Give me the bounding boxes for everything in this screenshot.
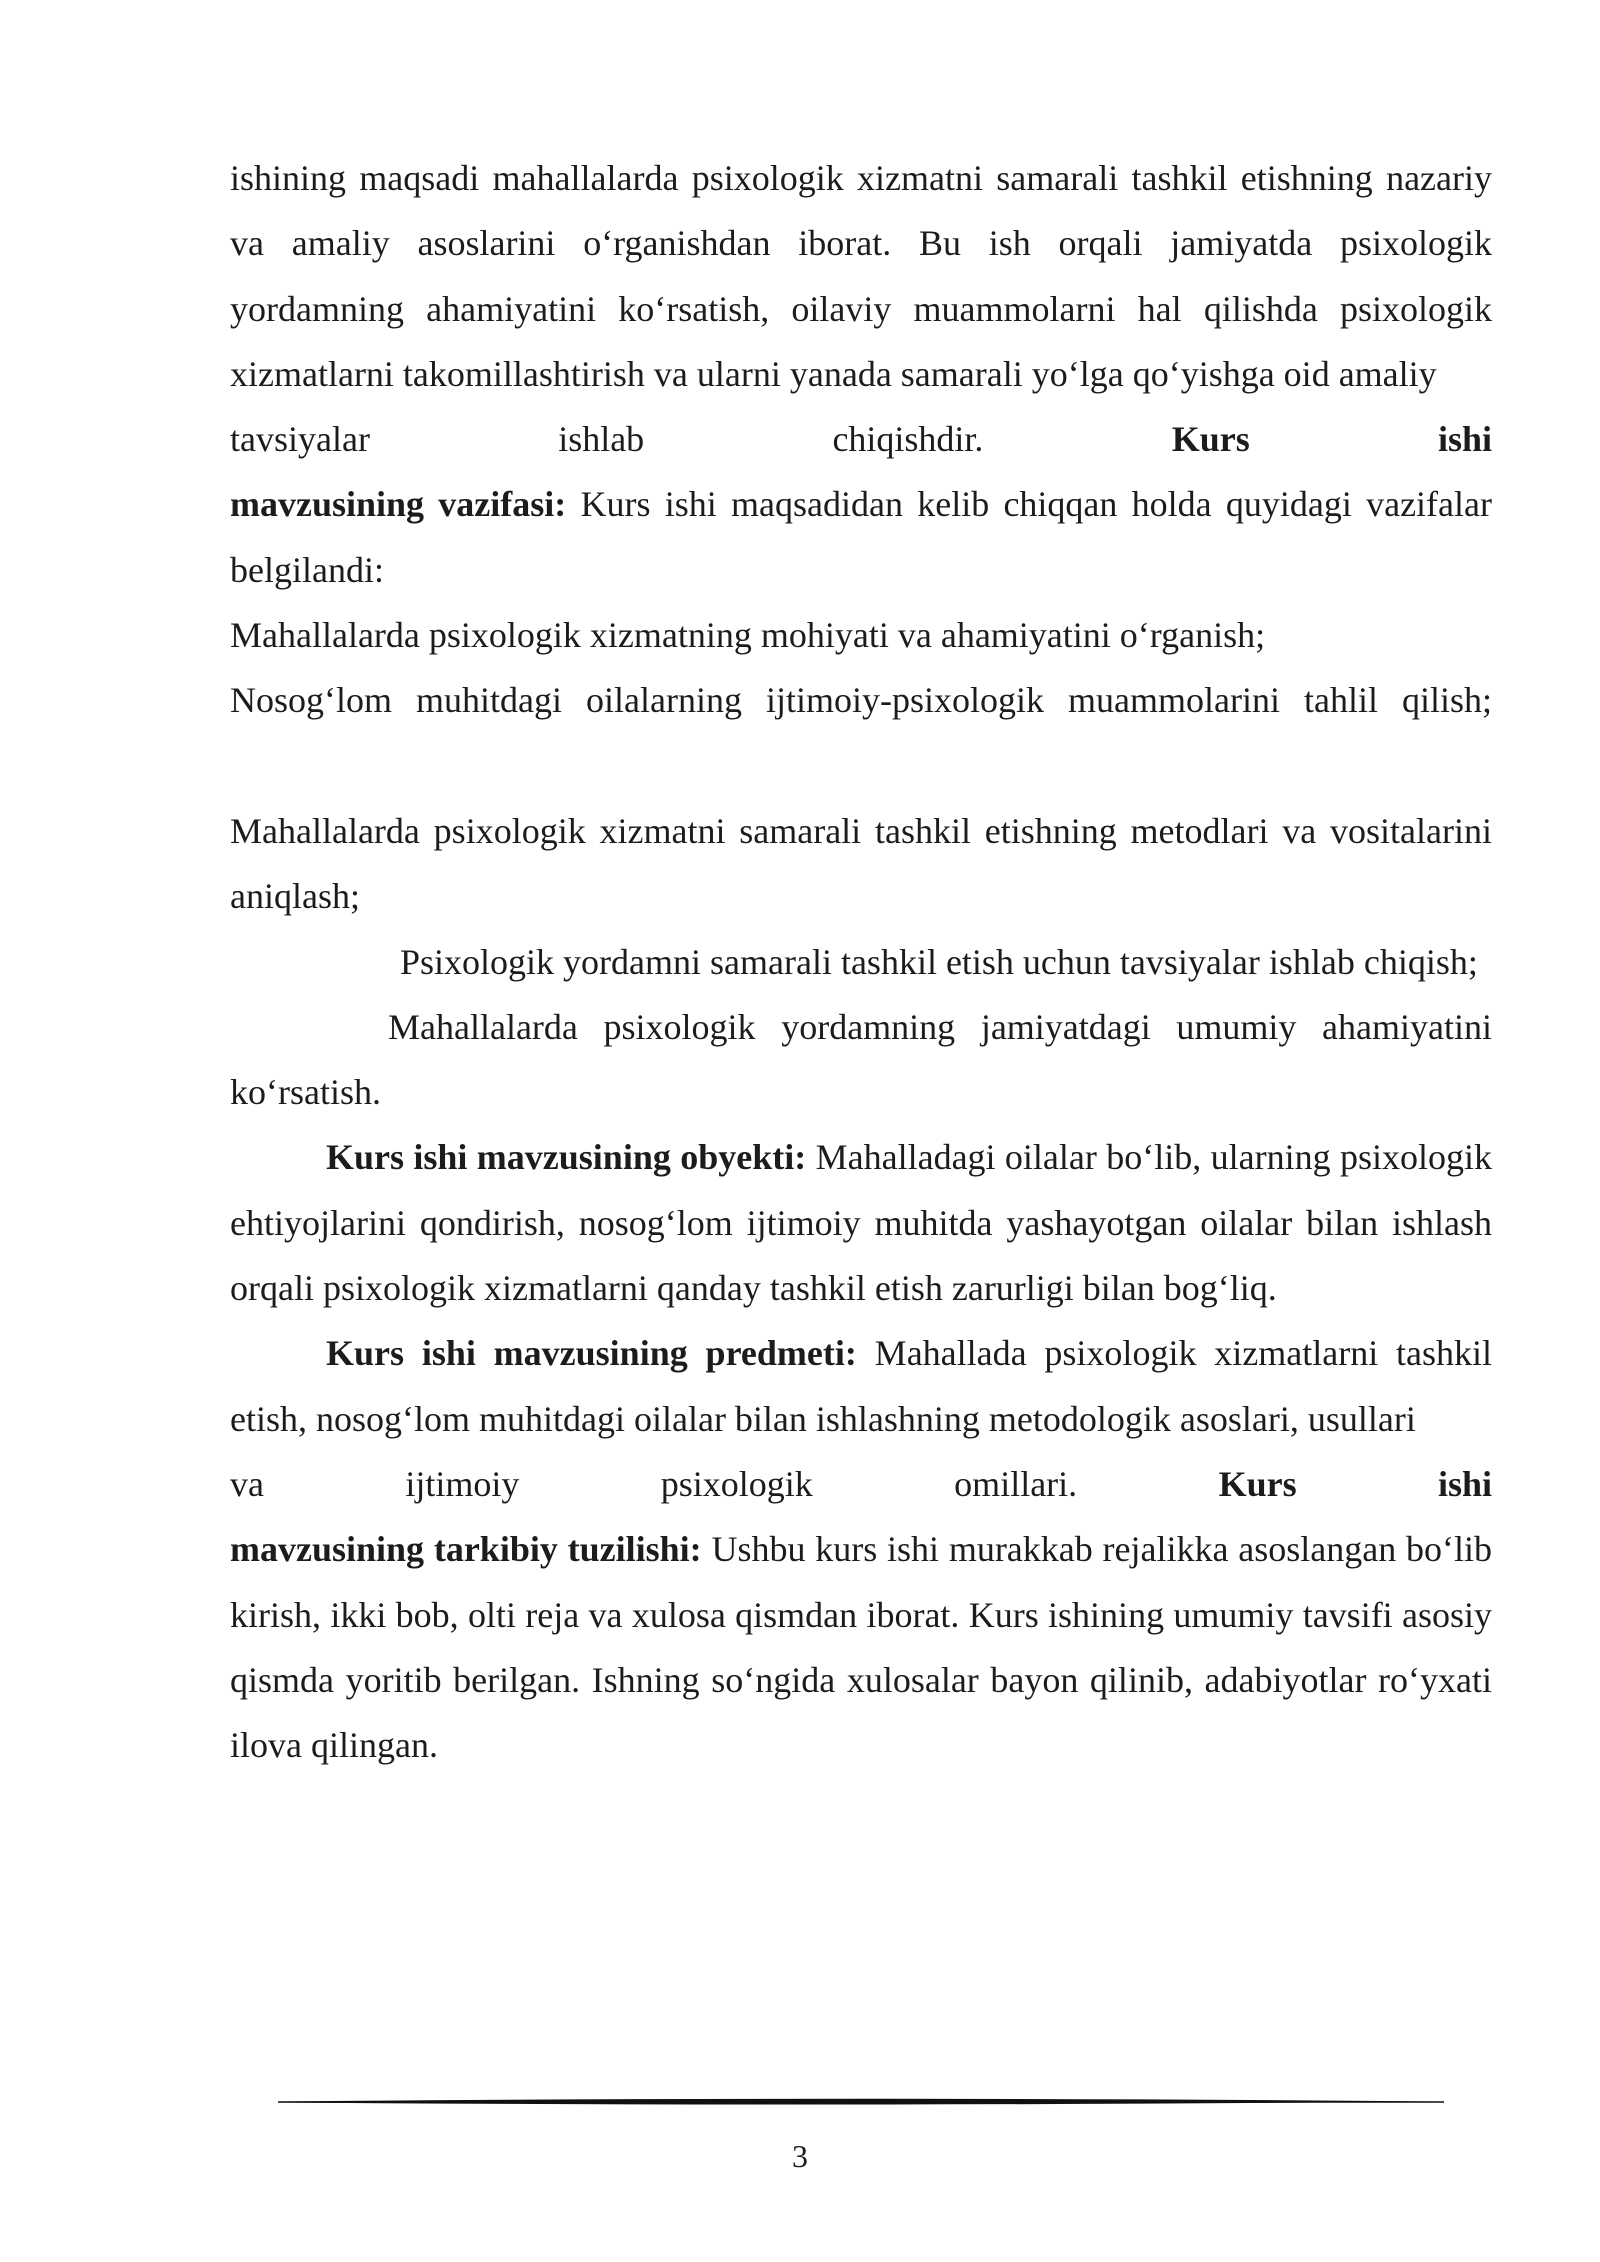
subject-heading: Kurs ishi mavzusining predmeti: [326, 1333, 857, 1374]
task-item-5 [230, 995, 1492, 1126]
page-number: 3 [792, 2138, 808, 2174]
blank-line [230, 734, 1492, 799]
structure-heading: mavzusining tarkibiy tuzilishi: [230, 1529, 702, 1570]
paragraph-goal [230, 146, 1492, 407]
paragraph-goal-last-line [230, 407, 1492, 472]
task-3-text: Mahallalarda psixologik xizmatni samarali tashkil etishning metodlari va vositalarini aniqlash; [230, 810, 1492, 917]
paragraph-object [230, 1125, 1492, 1321]
tasks-heading: mavzusining vazifasi: [230, 484, 567, 525]
task-1-text: Mahallalarda psixologik xizmatning mohiyati va ahamiyatini o‘rganish; [230, 615, 1266, 656]
structure-heading-start: Kurs ishi [1218, 1463, 1493, 1504]
tasks-intro-text: Kurs ishi maqsadidan kelib chiqqan holda quyidagi vazifalar belgilandi: [230, 484, 1492, 590]
task-4-text: Psixologik yordamni samarali tashkil etish uchun tavsiyalar ishlab chiqish; [400, 941, 1478, 982]
paragraph-structure [230, 1517, 1492, 1778]
footer-divider [278, 2090, 1444, 2114]
task-5-text: Mahallalarda psixologik yordamning jamiyatdagi umumiy ahamiyatini ko‘rsatish. [230, 1006, 1492, 1113]
task-item-2 [230, 668, 1492, 733]
body-text [230, 146, 1492, 1778]
goal-text: ishining maqsadi mahallalarda psixologik xizmatni samarali tashkil etishning nazariy va amaliy asoslarini o‘rganishdan iborat. Bu ish orqali jamiyatda psixologik yordamning ahamiyatini ko‘rsatish, oilaviy muammolarni hal qilishda psixologik xizmatlarni takomillashtirish va ularni yanada samarali yo‘lga qo‘yishga oid amaliy [230, 158, 1492, 394]
task-item-1 [230, 603, 1492, 668]
object-heading: Kurs ishi mavzusining obyekti: [326, 1137, 807, 1178]
task-item-3 [230, 799, 1492, 930]
task-item-4 [230, 930, 1492, 995]
paragraph-tasks-intro [230, 472, 1492, 603]
task-2-text: Nosog‘lom muhitdagi oilalarning ijtimoiy-psixologik muammolarini tahlil qilish; [230, 680, 1492, 721]
object-text: Mahalladagi oilalar bo‘lib, ularning psixologik ehtiyojlarini qondirish, nosog‘lom ijtimoiy muhitda yashayotgan oilalar bilan ishlash orqali psixologik xizmatlarni qanday tashkil etish zarurligi bilan bog‘liq. [230, 1137, 1492, 1309]
tasks-heading-start: Kurs ishi [1171, 419, 1493, 460]
subject-text: Mahallada psixologik xizmatlarni tashkil etish, nosog‘lom muhitdagi oilalar bilan ishlashning metodologik asoslari, usullari [230, 1333, 1493, 1439]
paragraph-subject-last-line [230, 1452, 1492, 1517]
goal-text-end: tavsiyalar ishlab chiqishdir. [230, 419, 984, 460]
structure-text: Ushbu kurs ishi murakkab rejalikka asoslangan bo‘lib kirish, ikki bob, olti reja va xulosa qismdan iborat. Kurs ishining umumiy tavsifi asosiy qismda yoritib berilgan. Ishning so‘ngida xulosalar bayon qilinib, adabiyotlar ro‘yxati ilova qilingan. [230, 1529, 1492, 1766]
subject-text-end: va ijtimoiy psixologik omillari. [230, 1463, 1078, 1504]
paragraph-subject [230, 1321, 1492, 1452]
